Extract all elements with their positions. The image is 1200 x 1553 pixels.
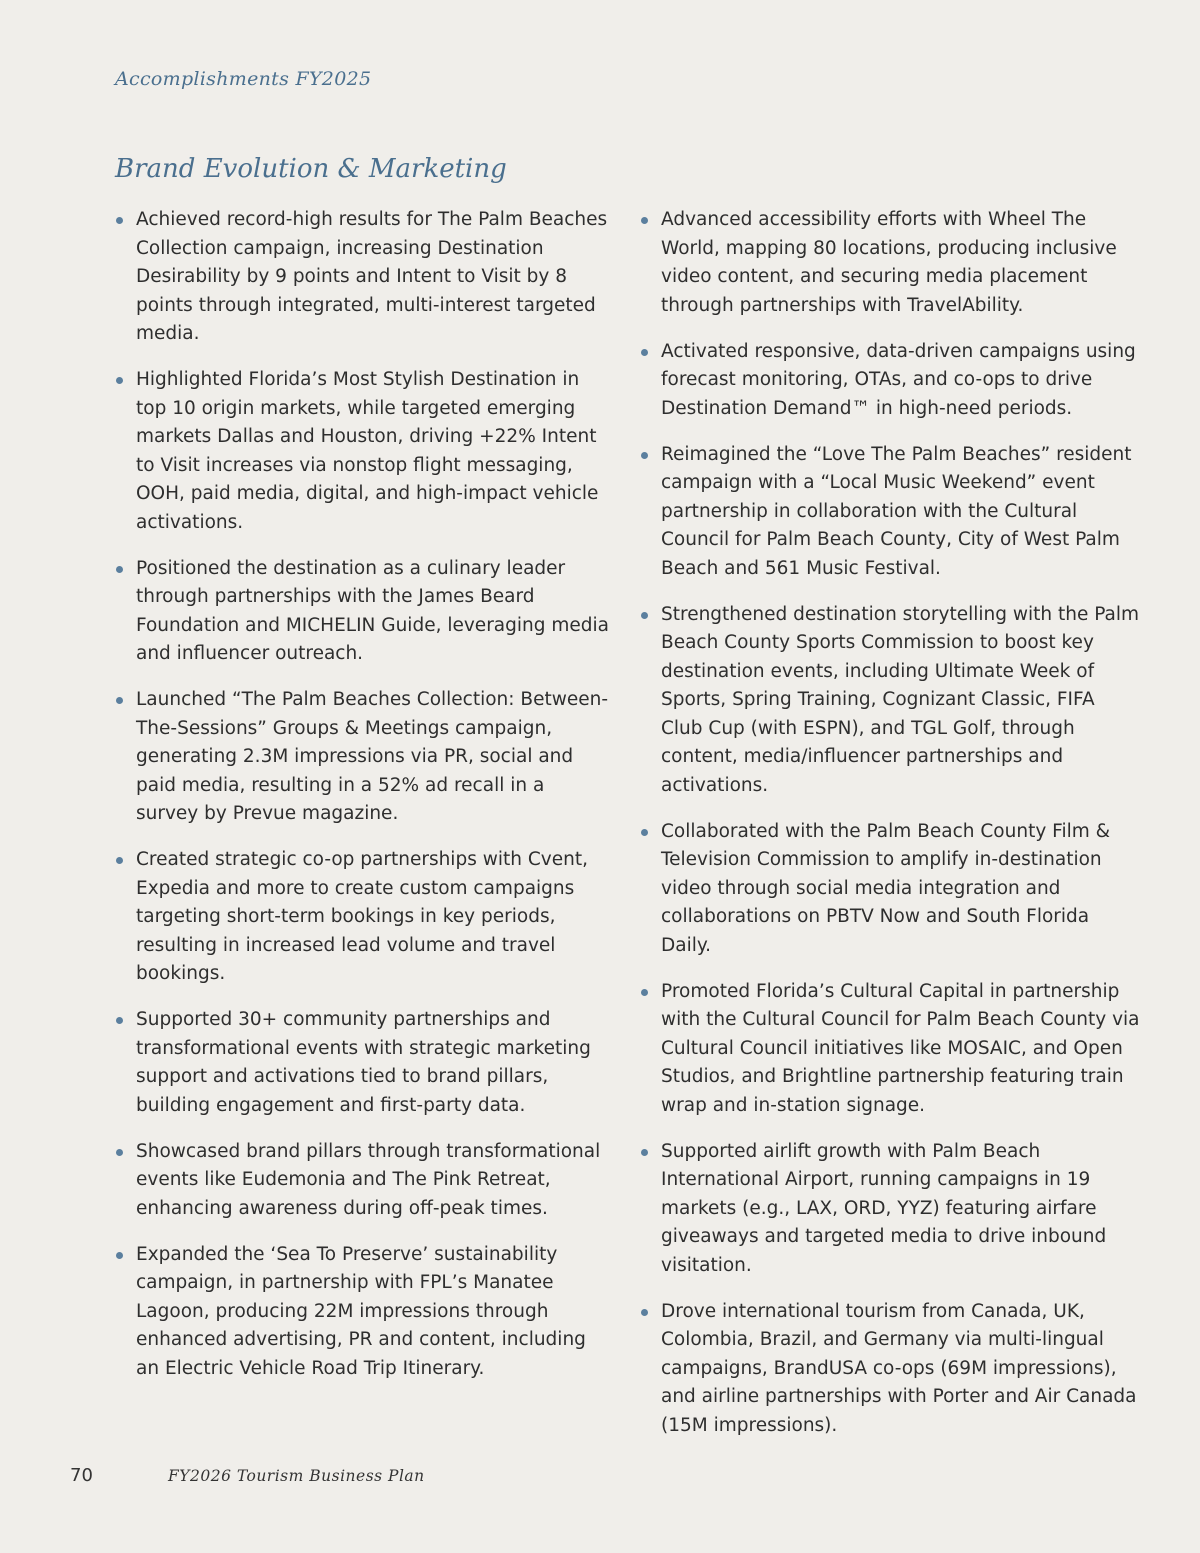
bullet-icon bbox=[641, 612, 648, 619]
list-item-text: Launched “The Palm Beaches Collection: Between-The-Sessions” Groups & Meetings campaign, generating 2.3M impressions via PR, social and paid media, resulting in a 52% ad recall in a survey by Prevue magazine. bbox=[136, 689, 609, 824]
list-item bbox=[640, 1138, 1140, 1281]
bullet-icon bbox=[641, 1149, 648, 1156]
list-item-text: Collaborated with the Palm Beach County Film & Television Commission to amplify in-destination video through social media integration and collaborations on PBTV Now and South Florida Daily. bbox=[661, 820, 1111, 956]
running-head: Accomplishments FY2025 bbox=[115, 68, 372, 90]
list-item-text: Supported 30+ community partnerships and transformational events with strategic marketing support and activations tied to brand pillars, building engagement and first-party data. bbox=[136, 1009, 591, 1116]
list-item bbox=[115, 846, 611, 989]
list-item bbox=[115, 1006, 611, 1120]
bullet-icon bbox=[641, 989, 648, 996]
left-column-list bbox=[115, 206, 611, 1401]
list-item bbox=[640, 818, 1140, 961]
footer-document-title: FY2026 Tourism Business Plan bbox=[168, 1467, 425, 1485]
bullet-icon bbox=[641, 829, 648, 836]
list-item bbox=[640, 601, 1140, 801]
bullet-icon bbox=[116, 217, 123, 224]
bullet-icon bbox=[116, 697, 123, 704]
list-item-text: Advanced accessibility efforts with Wheel The World, mapping 80 locations, producing inclusive video content, and securing media placement through partnerships with TravelAbility. bbox=[661, 209, 1117, 316]
list-item bbox=[115, 366, 611, 537]
bullet-icon bbox=[641, 1309, 648, 1316]
list-item-text: Showcased brand pillars through transformational events like Eudemonia and The Pink Retreat, enhancing awareness during off-peak times. bbox=[136, 1140, 601, 1219]
bullet-icon bbox=[116, 1017, 123, 1024]
list-item bbox=[115, 686, 611, 829]
bullet-icon bbox=[116, 566, 123, 573]
section-title: Brand Evolution & Marketing bbox=[115, 154, 507, 184]
list-item bbox=[640, 441, 1140, 584]
list-item bbox=[115, 1241, 611, 1384]
list-item-text: Expanded the ‘Sea To Preserve’ sustainability campaign, in partnership with FPL’s Manatee Lagoon, producing 22M impressions through enhanced advertising, PR and content, including an Electric Vehicle Road Trip Itinerary. bbox=[136, 1243, 586, 1379]
bullet-icon bbox=[116, 1252, 123, 1259]
list-item-text: Achieved record-high results for The Palm Beaches Collection campaign, increasing Destination Desirability by 9 points and Intent to Visit by 8 points through integrated, multi-interest targeted media. bbox=[136, 209, 608, 344]
list-item bbox=[640, 1298, 1140, 1441]
list-item-text: Highlighted Florida’s Most Stylish Destination in top 10 origin markets, while targeted emerging markets Dallas and Houston, driving +22% Intent to Visit increases via nonstop flight messaging, OOH, paid media, digital, and high-impact vehicle activations. bbox=[136, 369, 599, 533]
list-item-text: Created strategic co-op partnerships with Cvent, Expedia and more to create custom campaigns targeting short-term bookings in key periods, resulting in increased lead volume and travel bookings. bbox=[136, 849, 588, 984]
list-item bbox=[640, 978, 1140, 1121]
page-number: 70 bbox=[70, 1465, 93, 1486]
list-item-text: Activated responsive, data-driven campaigns using forecast monitoring, OTAs, and co-ops to drive Destination Demand™ in high-need periods. bbox=[661, 340, 1136, 419]
list-item-text: Reimagined the “Love The Palm Beaches” resident campaign with a “Local Music Weekend” event partnership in collaboration with the Cultural Council for Palm Beach County, City of West Palm Beach and 561 Music Festival. bbox=[661, 443, 1132, 579]
list-item-text: Supported airlift growth with Palm Beach International Airport, running campaigns in 19 markets (e.g., LAX, ORD, YYZ) featuring airfare giveaways and targeted media to drive inbound visitation. bbox=[661, 1140, 1107, 1276]
list-item-text: Drove international tourism from Canada, UK, Colombia, Brazil, and Germany via multi-lingual campaigns, BrandUSA co-ops (69M impressions), and airline partnerships with Porter and Air Canada (15M impressions). bbox=[661, 1300, 1137, 1436]
bullet-icon bbox=[116, 1149, 123, 1156]
list-item bbox=[115, 555, 611, 669]
bullet-icon bbox=[641, 349, 648, 356]
list-item bbox=[115, 206, 611, 349]
bullet-icon bbox=[641, 452, 648, 459]
list-item bbox=[640, 338, 1140, 424]
list-item-text: Strengthened destination storytelling with the Palm Beach County Sports Commission to boost key destination events, including Ultimate Week of Sports, Spring Training, Cognizant Classic, FIFA Club Cup (with ESPN), and TGL Golf, through content, media/influencer partnerships and activations. bbox=[661, 603, 1140, 796]
list-item-text: Promoted Florida’s Cultural Capital in partnership with the Cultural Council for Palm Beach County via Cultural Council initiatives like MOSAIC, and Open Studios, and Brightline partnership featuring train wrap and in-station signage. bbox=[661, 980, 1140, 1116]
list-item bbox=[640, 206, 1140, 320]
list-item bbox=[115, 1138, 611, 1224]
right-column-list bbox=[640, 206, 1140, 1458]
list-item-text: Positioned the destination as a culinary leader through partnerships with the James Beard Foundation and MICHELIN Guide, leveraging media and influencer outreach. bbox=[136, 557, 609, 664]
bullet-icon bbox=[641, 217, 648, 224]
bullet-icon bbox=[116, 857, 123, 864]
bullet-icon bbox=[116, 377, 123, 384]
